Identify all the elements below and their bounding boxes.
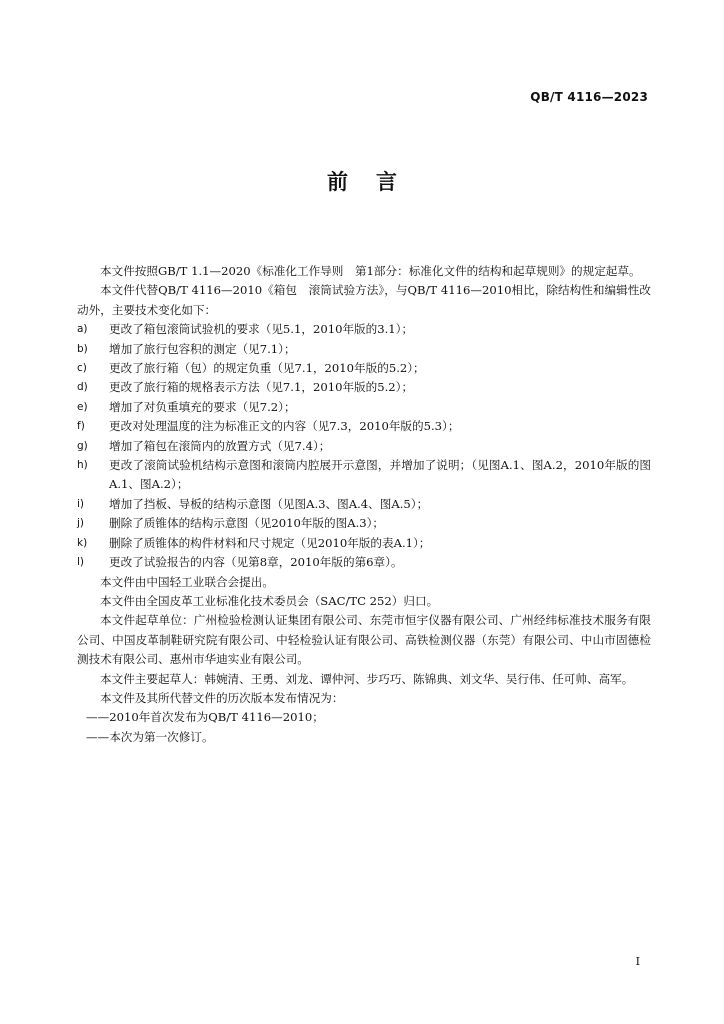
list-item-marker: i): [77, 497, 85, 510]
list-item: [77, 359, 651, 378]
list-item: [77, 340, 651, 359]
list-item-marker: d): [77, 381, 88, 394]
list-item: [77, 495, 651, 514]
list-item-marker: j): [77, 517, 85, 530]
list-item: [77, 534, 651, 553]
list-item: [77, 553, 651, 572]
list-item-marker: b): [77, 342, 88, 355]
list-item: [77, 378, 651, 397]
page-title: 前言: [327, 170, 425, 194]
list-item-text: 更改了箱包滚筒试验机的要求（见5.1，2010年版的3.1）；: [109, 322, 414, 337]
paragraph-proposed-by: 本文件由中国轻工业联合会提出。: [100, 574, 274, 589]
changes-list: [77, 320, 651, 572]
list-item-text: 更改了旅行箱（包）的规定负重（见7.1，2010年版的5.2）；: [109, 361, 425, 376]
list-item-text: 增加了对负重填充的要求（见7.2）；: [109, 399, 296, 414]
list-item-text: 删除了质锥体的结构示意图（见2010年版的图A.3）；: [109, 516, 385, 531]
page-number: I: [635, 955, 640, 968]
list-item-text: 增加了挡板、导板的结构示意图（见图A.3、图A.4、图A.5）；: [109, 496, 429, 511]
list-item: [77, 456, 651, 495]
list-item-marker: f): [77, 420, 85, 433]
list-item-marker: a): [77, 323, 88, 336]
list-item-marker: h): [77, 459, 88, 472]
list-item-text: 更改了旅行箱的规格表示方法（见7.1，2010年版的5.2）；: [109, 380, 414, 395]
list-item-text: 更改对处理温度的注为标准正文的内容（见7.3，2010年版的5.3）；: [109, 419, 460, 434]
list-item-marker: e): [77, 400, 88, 413]
list-item: [77, 398, 651, 417]
list-item-text: 增加了箱包在滚筒内的放置方式（见7.4）；: [109, 438, 331, 453]
list-item-marker: c): [77, 362, 87, 375]
list-item: [77, 437, 651, 456]
list-item-marker: k): [77, 536, 88, 549]
paragraph-managed-by: 本文件由全国皮革工业标准化技术委员会（SAC/TC 252）归口。: [100, 593, 439, 608]
list-item-text: 删除了质锥体的构件材料和尺寸规定（见2010年版的表A.1）；: [109, 535, 431, 550]
paragraph-drafting-rules: 本文件按照GB/T 1.1—2020《标准化工作导则 第1部分：标准化文件的结构和起草规则》的规定起草。: [100, 264, 641, 278]
history-entry: ——本次为第一次修订。: [86, 729, 214, 744]
paragraph-drafting-units: 本文件起草单位：广州检验检测认证集团有限公司、东莞市恒宇仪器有限公司、广州经纬标准技术服务有限公司、中国皮革制鞋研究院有限公司、中轻检验认证有限公司、高铁检测仪器（东莞）有限公司、中山市固德检测技术有限公司、惠州市华迪实业有限公司。: [77, 613, 651, 667]
paragraph-history-intro: 本文件及其所代替文件的历次版本发布情况为：: [100, 690, 344, 705]
list-item: [77, 514, 651, 533]
paragraph-replacement: 本文件代替QB/T 4116—2010《箱包 滚筒试验方法》，与QB/T 4116—2010相比，除结构性和编辑性改动外，主要技术变化如下：: [77, 283, 651, 317]
history-entry: ——2010年首次发布为QB/T 4116—2010；: [86, 710, 324, 725]
foreword-body: [77, 262, 651, 747]
list-item-text: 更改了试验报告的内容（见第8章，2010年版的第6章）。: [109, 555, 403, 570]
paragraph-drafters: 本文件主要起草人：韩婉清、王勇、刘龙、谭仲河、步巧巧、陈锦典、刘文华、吴行伟、任可帅、高军。: [100, 671, 634, 686]
list-item-text: 增加了旅行包容积的测定（见7.1）；: [109, 341, 296, 356]
list-item-marker: l): [77, 556, 85, 569]
list-item: [77, 417, 651, 436]
list-item-text: 更改了滚筒试验机结构示意图和滚筒内腔展开示意图，并增加了说明；（见图A.1、图A.2，2010年版的图A.1、图A.2）；: [109, 458, 651, 492]
list-item-marker: g): [77, 439, 88, 452]
standard-number: QB/T 4116—2023: [530, 90, 648, 104]
list-item: [77, 320, 651, 339]
